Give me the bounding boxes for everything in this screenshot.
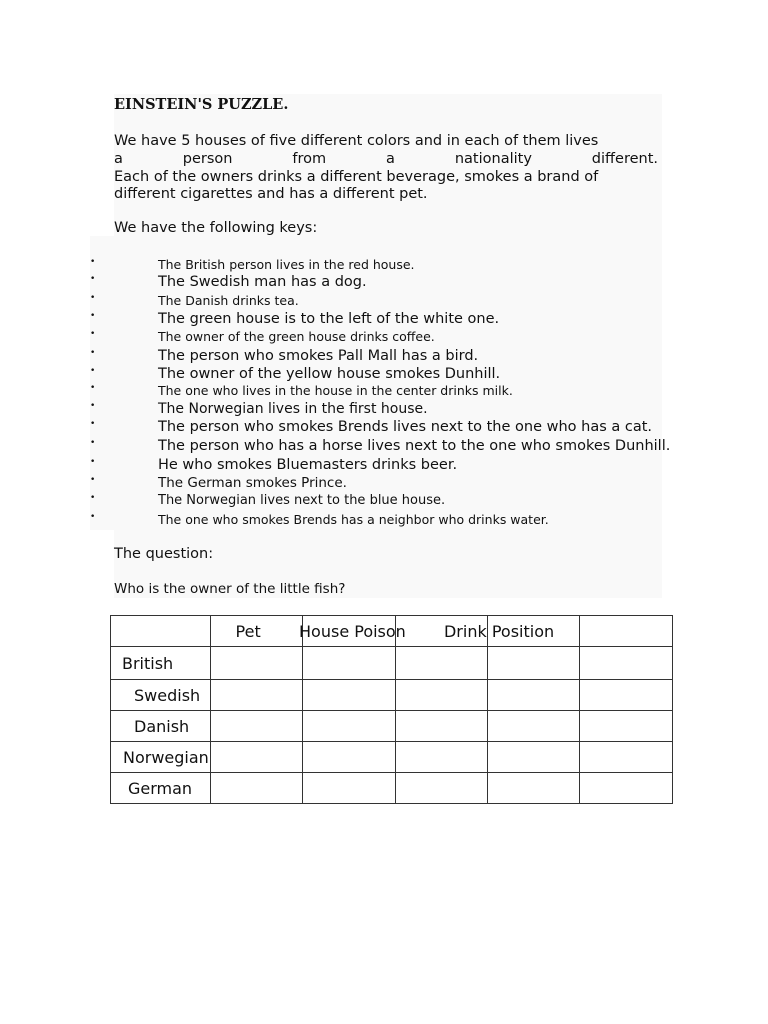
intro-line-2: a person from a nationality different. <box>114 150 658 167</box>
bullet: • <box>90 383 96 393</box>
intro-line-3: Each of the owners drinks a different beverage, smokes a brand of <box>114 168 599 185</box>
grid-cell[interactable] <box>580 773 673 804</box>
bullet: • <box>90 311 96 321</box>
bullet: • <box>90 366 96 376</box>
bullet: • <box>90 438 96 448</box>
grid-cell[interactable] <box>210 773 302 804</box>
grid-cell[interactable] <box>580 647 673 680</box>
grid-cell[interactable] <box>303 680 395 711</box>
grid-cell[interactable] <box>303 773 395 804</box>
grid-cell[interactable] <box>580 680 673 711</box>
bullet: • <box>90 401 96 411</box>
intro-line-4: different cigarettes and has a different pet. <box>114 186 428 203</box>
puzzle-grid <box>110 615 673 804</box>
grid-cell[interactable] <box>487 742 579 773</box>
header-cell <box>299 616 406 647</box>
row-label: German <box>111 773 211 804</box>
bullet: • <box>90 257 96 267</box>
bullet: • <box>90 512 96 522</box>
grid-cell[interactable] <box>487 647 579 680</box>
page-title: EINSTEIN'S PUZZLE. <box>114 96 289 113</box>
grid-cell[interactable] <box>580 711 673 742</box>
question-text: Who is the owner of the little fish? <box>114 581 346 597</box>
grid-cell[interactable] <box>210 680 302 711</box>
table-header-row <box>111 616 673 647</box>
grid-cell[interactable] <box>487 711 579 742</box>
row-label: Danish <box>111 711 211 742</box>
grid-cell[interactable] <box>395 742 487 773</box>
header-cell <box>443 616 579 647</box>
grid-cell[interactable] <box>395 680 487 711</box>
question-label: The question: <box>114 546 214 562</box>
grid-cell[interactable] <box>395 773 487 804</box>
header-drink-position: Drink Position <box>443 621 555 641</box>
table-row <box>111 742 673 773</box>
header-corner-cell <box>111 616 211 647</box>
intro-paragraph <box>114 133 658 204</box>
grid-cell[interactable] <box>303 711 395 742</box>
row-label: Norwegian <box>111 742 211 773</box>
grid-cell[interactable] <box>395 711 487 742</box>
table-row <box>111 773 673 804</box>
grid-cell[interactable] <box>210 647 302 680</box>
bullet: • <box>90 475 96 485</box>
header-cell <box>210 616 302 647</box>
bullet: • <box>90 348 96 358</box>
row-label: Swedish <box>111 680 211 711</box>
bullet: • <box>90 457 96 467</box>
grid-cell[interactable] <box>303 742 395 773</box>
intro-line-1: We have 5 houses of five different colors and in each of them lives <box>114 133 599 149</box>
grid-cell[interactable] <box>580 742 673 773</box>
bullet: • <box>90 293 96 303</box>
grid-cell[interactable] <box>210 742 302 773</box>
grid-cell[interactable] <box>395 647 487 680</box>
table-row <box>111 711 673 742</box>
table-row <box>111 680 673 711</box>
header-pet: Pet <box>235 621 261 641</box>
grid-cell[interactable] <box>303 647 395 680</box>
grid-cell[interactable] <box>487 680 579 711</box>
bullet: • <box>90 493 96 503</box>
grid-cell[interactable] <box>487 773 579 804</box>
table-row <box>111 647 673 680</box>
bullet: • <box>90 419 96 429</box>
bullet: • <box>90 274 96 284</box>
bullet: • <box>90 329 96 339</box>
row-label: British <box>111 647 211 680</box>
grid-cell[interactable] <box>210 711 302 742</box>
header-cell <box>580 616 673 647</box>
header-house-poison: House Poison <box>299 621 406 641</box>
keys-heading: We have the following keys: <box>114 220 318 236</box>
